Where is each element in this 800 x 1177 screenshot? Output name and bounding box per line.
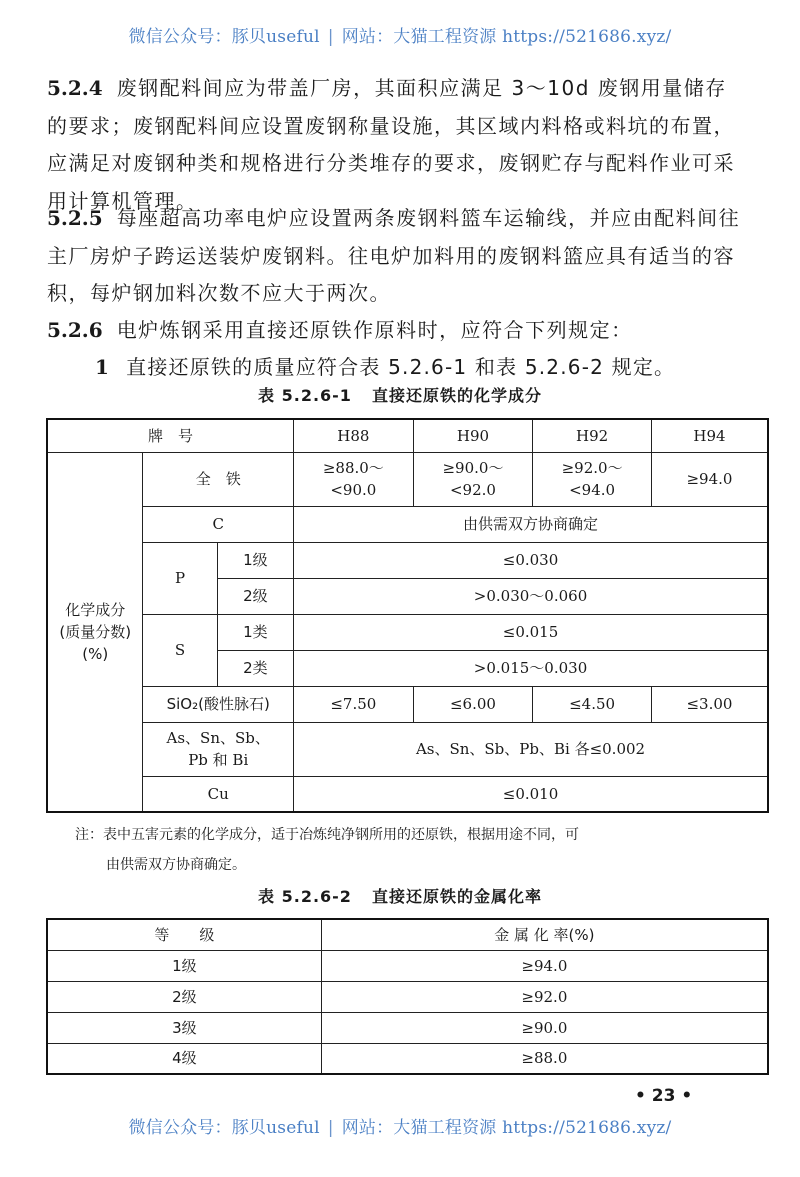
row-label-sio2: SiO₂(酸性脉石) <box>143 686 294 722</box>
rate-cell: ≥88.0 <box>321 1043 768 1074</box>
grade-cell: 3级 <box>47 1012 321 1043</box>
cell-sio2-h92: ≤4.50 <box>533 686 652 722</box>
clause-5-2-6 <box>47 312 747 350</box>
watermark-separator: | <box>327 1118 334 1138</box>
clause-text: 电炉炼钢采用直接还原铁作原料时，应符合下列规定： <box>116 318 633 342</box>
table-row-copper <box>47 776 768 812</box>
table-label: 表 5.2.6-1 <box>258 386 352 405</box>
watermark-wechat: 微信公众号：豚贝useful <box>128 27 320 47</box>
p-grade-1: 1级 <box>217 542 293 578</box>
header-grade: 等 级 <box>47 919 321 950</box>
cell-carbon: 由供需双方协商确定 <box>294 506 768 542</box>
watermark-header <box>0 22 800 47</box>
cell-total-iron-h90: ≥90.0～ <92.0 <box>413 452 533 506</box>
watermark-site: 网站：大猫工程资源 https://521686.xyz/ <box>341 27 672 47</box>
cell-sio2-h94: ≤3.00 <box>651 686 768 722</box>
row-label-phosphorus: P <box>143 542 217 614</box>
group-label-line3: (%) <box>82 644 109 663</box>
table-row <box>47 1043 768 1074</box>
table-header-row <box>47 919 768 950</box>
chemical-composition-table <box>46 418 769 813</box>
grade-cell: 4级 <box>47 1043 321 1074</box>
header-h88: H88 <box>294 419 414 452</box>
table-row <box>47 1012 768 1043</box>
watermark-separator: | <box>327 27 334 47</box>
row-label-total-iron: 全 铁 <box>143 452 294 506</box>
cell-sio2-h90: ≤6.00 <box>413 686 533 722</box>
clause-number: 5.2.5 <box>47 206 103 230</box>
clause-number: 5.2.4 <box>47 76 103 100</box>
note-line-2: 由供需双方协商确定。 <box>106 857 246 873</box>
cell-copper: ≤0.010 <box>294 776 768 812</box>
cell-s-class-1: ≤0.015 <box>294 614 768 650</box>
item-text: 直接还原铁的质量应符合表 5.2.6-1 和表 5.2.6-2 规定。 <box>126 355 676 379</box>
clause-5-2-4 <box>47 70 747 220</box>
clause-number: 5.2.6 <box>47 318 103 342</box>
grade-cell: 2级 <box>47 981 321 1012</box>
cell-s-class-2: >0.015～0.030 <box>294 650 768 686</box>
row-label-copper: Cu <box>143 776 294 812</box>
s-class-1: 1类 <box>217 614 293 650</box>
rate-cell: ≥92.0 <box>321 981 768 1012</box>
table-row-total-iron <box>47 452 768 506</box>
table-header-row <box>47 419 768 452</box>
table-row-s-class1 <box>47 614 768 650</box>
table-2-title <box>0 884 800 907</box>
table-row <box>47 981 768 1012</box>
clause-5-2-5 <box>47 200 747 313</box>
cell-total-iron-h94: ≥94.0 <box>651 452 768 506</box>
grade-cell: 1级 <box>47 950 321 981</box>
table-row-sio2 <box>47 686 768 722</box>
p-grade-2: 2级 <box>217 578 293 614</box>
table-1-note <box>75 820 755 880</box>
table-caption: 直接还原铁的金属化率 <box>371 887 542 906</box>
metallization-rate-table <box>46 918 769 1075</box>
note-line-1: 注：表中五害元素的化学成分，适于冶炼纯净钢所用的还原铁，根据用途不同，可 <box>75 827 579 843</box>
cell-total-iron-h88: ≥88.0～ <90.0 <box>294 452 414 506</box>
table-row-harmful-elements <box>47 722 768 776</box>
cell-harmful-elements: As、Sn、Sb、Pb、Bi 各≤0.002 <box>294 722 768 776</box>
row-label-harmful-elements: As、Sn、Sb、 Pb 和 Bi <box>143 722 294 776</box>
clause-5-2-6-item-1 <box>95 349 675 386</box>
table-caption: 直接还原铁的化学成分 <box>371 386 542 405</box>
clause-text: 废钢配料间应为带盖厂房，其面积应满足 3～10d 废钢用量储存的要求；废钢配料间应设置废钢称量设施，其区域内料格或料坑的布置，应满足对废钢种类和规格进行分类堆存的要求，废钢贮存与配料作业可采用计算机管理。 <box>47 76 735 213</box>
row-label-sulfur: S <box>143 614 217 686</box>
clause-text: 每座超高功率电炉应设置两条废钢料篮车运输线，并应由配料间往主厂房炉子跨运送装炉废钢料。往电炉加料用的废钢料篮应具有适当的容积，每炉钢加料次数不应大于两次。 <box>47 206 741 305</box>
header-grade: 牌 号 <box>47 419 294 452</box>
rate-cell: ≥94.0 <box>321 950 768 981</box>
table-label: 表 5.2.6-2 <box>258 887 352 906</box>
cell-total-iron-h92: ≥92.0～ <94.0 <box>533 452 652 506</box>
item-number: 1 <box>95 355 111 379</box>
watermark-footer <box>0 1113 800 1138</box>
header-h94: H94 <box>651 419 768 452</box>
table-1-title <box>0 383 800 406</box>
header-h92: H92 <box>533 419 652 452</box>
group-label-line1: 化学成分 <box>65 600 126 619</box>
row-label-carbon: C <box>143 506 294 542</box>
s-class-2: 2类 <box>217 650 293 686</box>
watermark-wechat: 微信公众号：豚贝useful <box>128 1118 320 1138</box>
page-number: • 23 • <box>635 1086 693 1106</box>
rate-cell: ≥90.0 <box>321 1012 768 1043</box>
table-row <box>47 950 768 981</box>
cell-p-grade-1: ≤0.030 <box>294 542 768 578</box>
cell-sio2-h88: ≤7.50 <box>294 686 414 722</box>
watermark-site: 网站：大猫工程资源 https://521686.xyz/ <box>341 1118 672 1138</box>
table-row-carbon <box>47 506 768 542</box>
header-h90: H90 <box>413 419 533 452</box>
header-metallization-rate: 金 属 化 率(%) <box>321 919 768 950</box>
group-label-chemical-composition <box>47 452 143 812</box>
cell-p-grade-2: >0.030～0.060 <box>294 578 768 614</box>
table-row-p-grade1 <box>47 542 768 578</box>
group-label-line2: (质量分数) <box>59 622 132 641</box>
